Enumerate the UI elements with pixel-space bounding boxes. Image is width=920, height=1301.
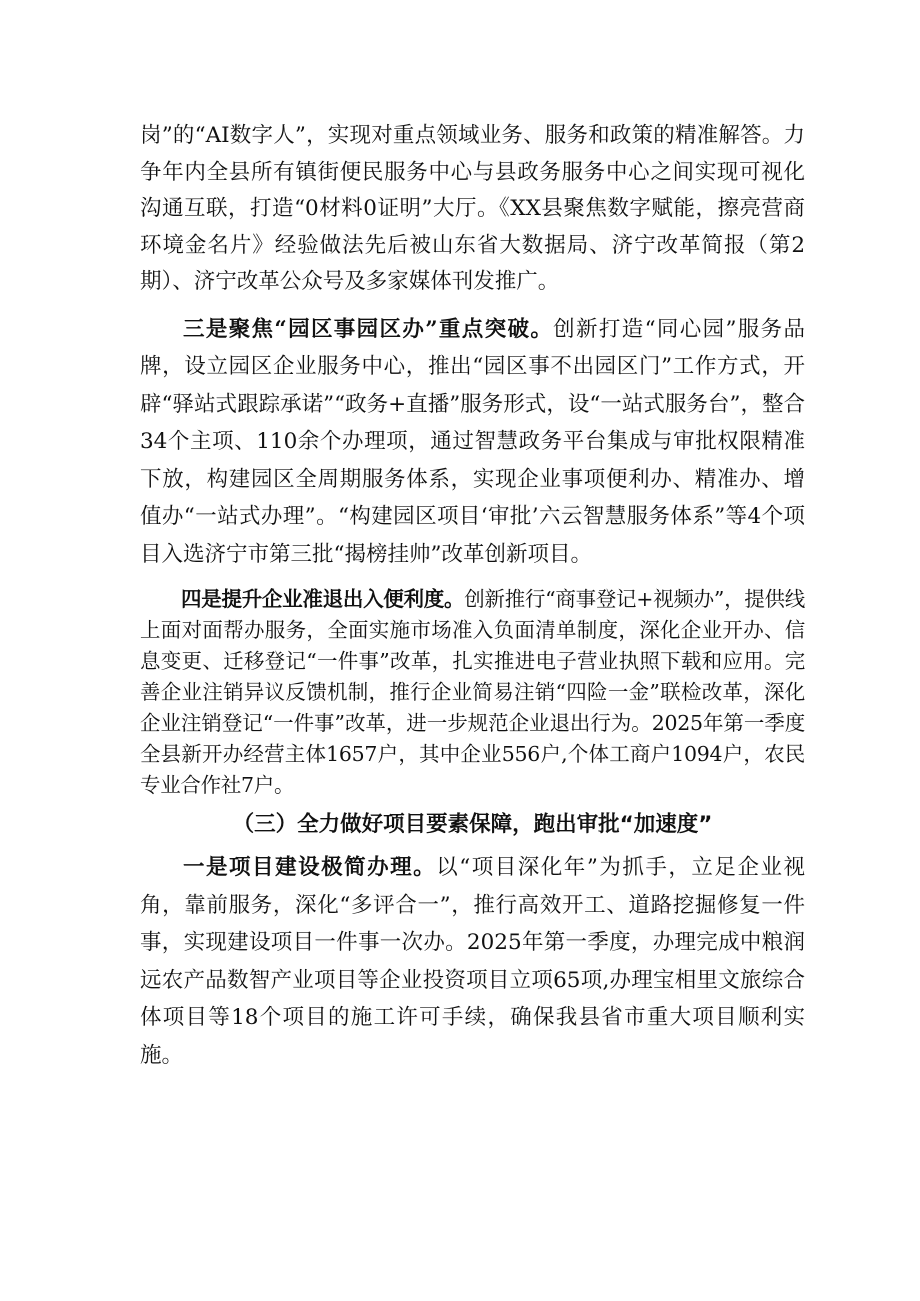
paragraph-digital-service <box>140 118 805 301</box>
paragraph-text: 岗”的“AI数字人”，实现对重点领域业务、服务和政策的精准解答。力争年内全县所有镇街便民服务中心与县政务服务中心之间实现可视化沟通互联，打造“0材料0证明”大厅。《XX县聚焦数字赋能，擦亮营商环境金名片》经验做法先后被山东省大数据局、济宁改革简报（第2期）、济宁改革公众号及多家媒体刊发推广。 <box>140 123 805 294</box>
paragraph-lead: 三是聚焦“园区事园区办”重点突破。 <box>183 316 554 342</box>
paragraph-lead: 一是项目建设极简办理。 <box>183 855 437 880</box>
document-page <box>140 118 805 1074</box>
paragraph-gap <box>140 301 805 311</box>
paragraph-enterprise-entry-exit <box>140 584 805 801</box>
paragraph-text: 以“项目深化年”为抓手，立足企业视角，靠前服务，深化“多评合一”，推行高效开工、道路挖掘修复一件事，实现建设项目一件事一次办。2025年第一季度，办理完成中粮润远农产品数智产业项目等企业投资项目立项65项,办理宝相里文旅综合体项目等18个项目的施工许可手续，确保我县省市重大项目顺利实施。 <box>140 855 805 1068</box>
paragraph-text: 创新推行“商事登记+视频办”，提供线上面对面帮办服务，全面实施市场准入负面清单制度，深化企业开办、信息变更、迁移登记“一件事”改革，扎实推进电子营业执照下载和应用。完善企业注销异议反馈机制，推行企业简易注销“四险一金”联检改革，深化企业注销登记“一件事”改革，进一步规范企业退出行为。2025年第一季度全县新开办经营主体1657户，其中企业556户,个体工商户1094户，农民专业合作社7户。 <box>140 587 805 797</box>
paragraph-text: 创新打造“同心园”服务品牌，设立园区企业服务中心，推出“园区事不出园区门”工作方式，开辟“驿站式跟踪承诺”“政务+直播”服务形式，设“一站式服务台”，整合34个主项、110余个办理项，通过智慧政务平台集成与审批权限精准下放，构建园区全周期服务体系，实现企业事项便利办、精准办、增值办“一站式办理”。“构建园区项目‘审批’六云智慧服务体系”等4个项目入选济宁市第三批“揭榜挂帅”改革创新项目。 <box>140 316 805 567</box>
paragraph-park-affairs <box>140 311 805 574</box>
section-heading: （三）全力做好项目要素保障，跑出审批“加速度” <box>232 812 713 837</box>
paragraph-project-approval <box>140 849 805 1074</box>
paragraph-lead: 四是提升企业准退出入便利度。 <box>181 587 465 611</box>
paragraph-gap <box>140 573 805 584</box>
